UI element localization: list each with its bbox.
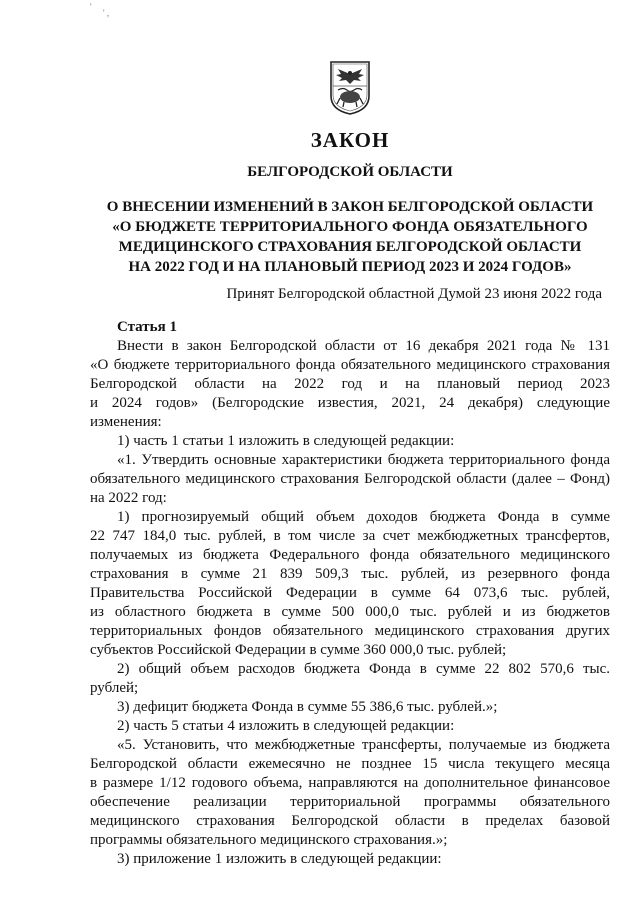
body-line: в размере 1/12 годового объема, направляются на дополнительное финансовое (90, 775, 610, 791)
body-line: территориальных фондов обязательного медицинского страхования других (90, 623, 610, 639)
coat-of-arms-emblem (329, 60, 371, 116)
scan-mark-1: ' (90, 2, 92, 12)
body-line: 3) приложение 1 изложить в следующей редакции: (117, 851, 442, 867)
law-subject (0, 197, 640, 277)
body-line: страхования в сумме 21 839 509,3 тыс. рублей, из резервного фонда (90, 566, 610, 582)
body-line: 1) прогнозируемый общий объем доходов бюджета Фонда в сумме (117, 509, 610, 525)
body-line: медицинского страхования Белгородской области в пределах базовой (90, 813, 610, 829)
body-line: получаемых из бюджета Федерального фонда обязательного медицинского (90, 547, 610, 563)
body-line: обязательного медицинского страхования Белгородской области (далее – Фонд) (90, 471, 610, 487)
body-line: из областного бюджета в сумме 500 000,0 тыс. рублей и из бюджетов (90, 604, 610, 620)
document-title: ЗАКОН (310, 128, 390, 152)
body-line: 2) общий объем расходов бюджета Фонда в сумме 22 802 570,6 тыс. (117, 661, 610, 677)
body-line: «1. Утвердить основные характеристики бюджета территориального фонда (117, 452, 610, 468)
adoption-note: Принят Белгородской областной Думой 23 июня 2022 года (226, 286, 602, 302)
subject-line: МЕДИЦИНСКОГО СТРАХОВАНИЯ БЕЛГОРОДСКОЙ ОБЛАСТИ (118, 239, 582, 255)
body-line: на 2022 год: (90, 490, 167, 506)
body-line: рублей; (90, 680, 139, 696)
body-line: обеспечение реализации территориальной программы обязательного (90, 794, 610, 810)
body-line: программы обязательного медицинского страхования.»; (90, 832, 448, 848)
body-line: 3) дефицит бюджета Фонда в сумме 55 386,6 тыс. рублей.»; (117, 699, 498, 715)
scan-mark-2: ' , (103, 8, 110, 18)
region-title: БЕЛГОРОДСКОЙ ОБЛАСТИ (247, 164, 453, 180)
body-line: 22 747 184,0 тыс. рублей, в том числе за счет межбюджетных трансфертов, (90, 528, 610, 544)
body-line: и 2024 годов» (Белгородские известия, 2021, 24 декабря) следующие (90, 395, 610, 411)
body-line: Белгородской области на 2022 год и на плановый период 2023 (90, 376, 610, 392)
body-line: 2) часть 5 статьи 4 изложить в следующей редакции: (117, 718, 455, 734)
body-line: Внести в закон Белгородской области от 16 декабря 2021 года № 131 (117, 338, 610, 354)
body-line: «5. Установить, что межбюджетные трансферты, получаемые из бюджета (117, 737, 610, 753)
body-line: субъектов Российской Федерации в сумме 360 000,0 тыс. рублей; (90, 642, 507, 658)
body-line: «О бюджете территориального фонда обязательного медицинского страхования (90, 357, 610, 373)
subject-line: О ВНЕСЕНИИ ИЗМЕНЕНИЙ В ЗАКОН БЕЛГОРОДСКОЙ ОБЛАСТИ (106, 199, 594, 215)
subject-line: НА 2022 ГОД И НА ПЛАНОВЫЙ ПЕРИОД 2023 И 2024 ГОДОВ» (128, 259, 572, 275)
article-heading: Статья 1 (117, 319, 177, 335)
body-line: 1) часть 1 статьи 1 изложить в следующей редакции: (117, 433, 455, 449)
body-line: Белгородской области ежемесячно не позднее 15 числа текущего месяца (90, 756, 610, 772)
body-line: Правительства Российской Федерации в сумме 64 073,6 тыс. рублей, (90, 585, 610, 601)
subject-line: «О БЮДЖЕТЕ ТЕРРИТОРИАЛЬНОГО ФОНДА ОБЯЗАТЕЛЬНОГО (112, 219, 588, 235)
body-line: изменения: (90, 414, 162, 430)
